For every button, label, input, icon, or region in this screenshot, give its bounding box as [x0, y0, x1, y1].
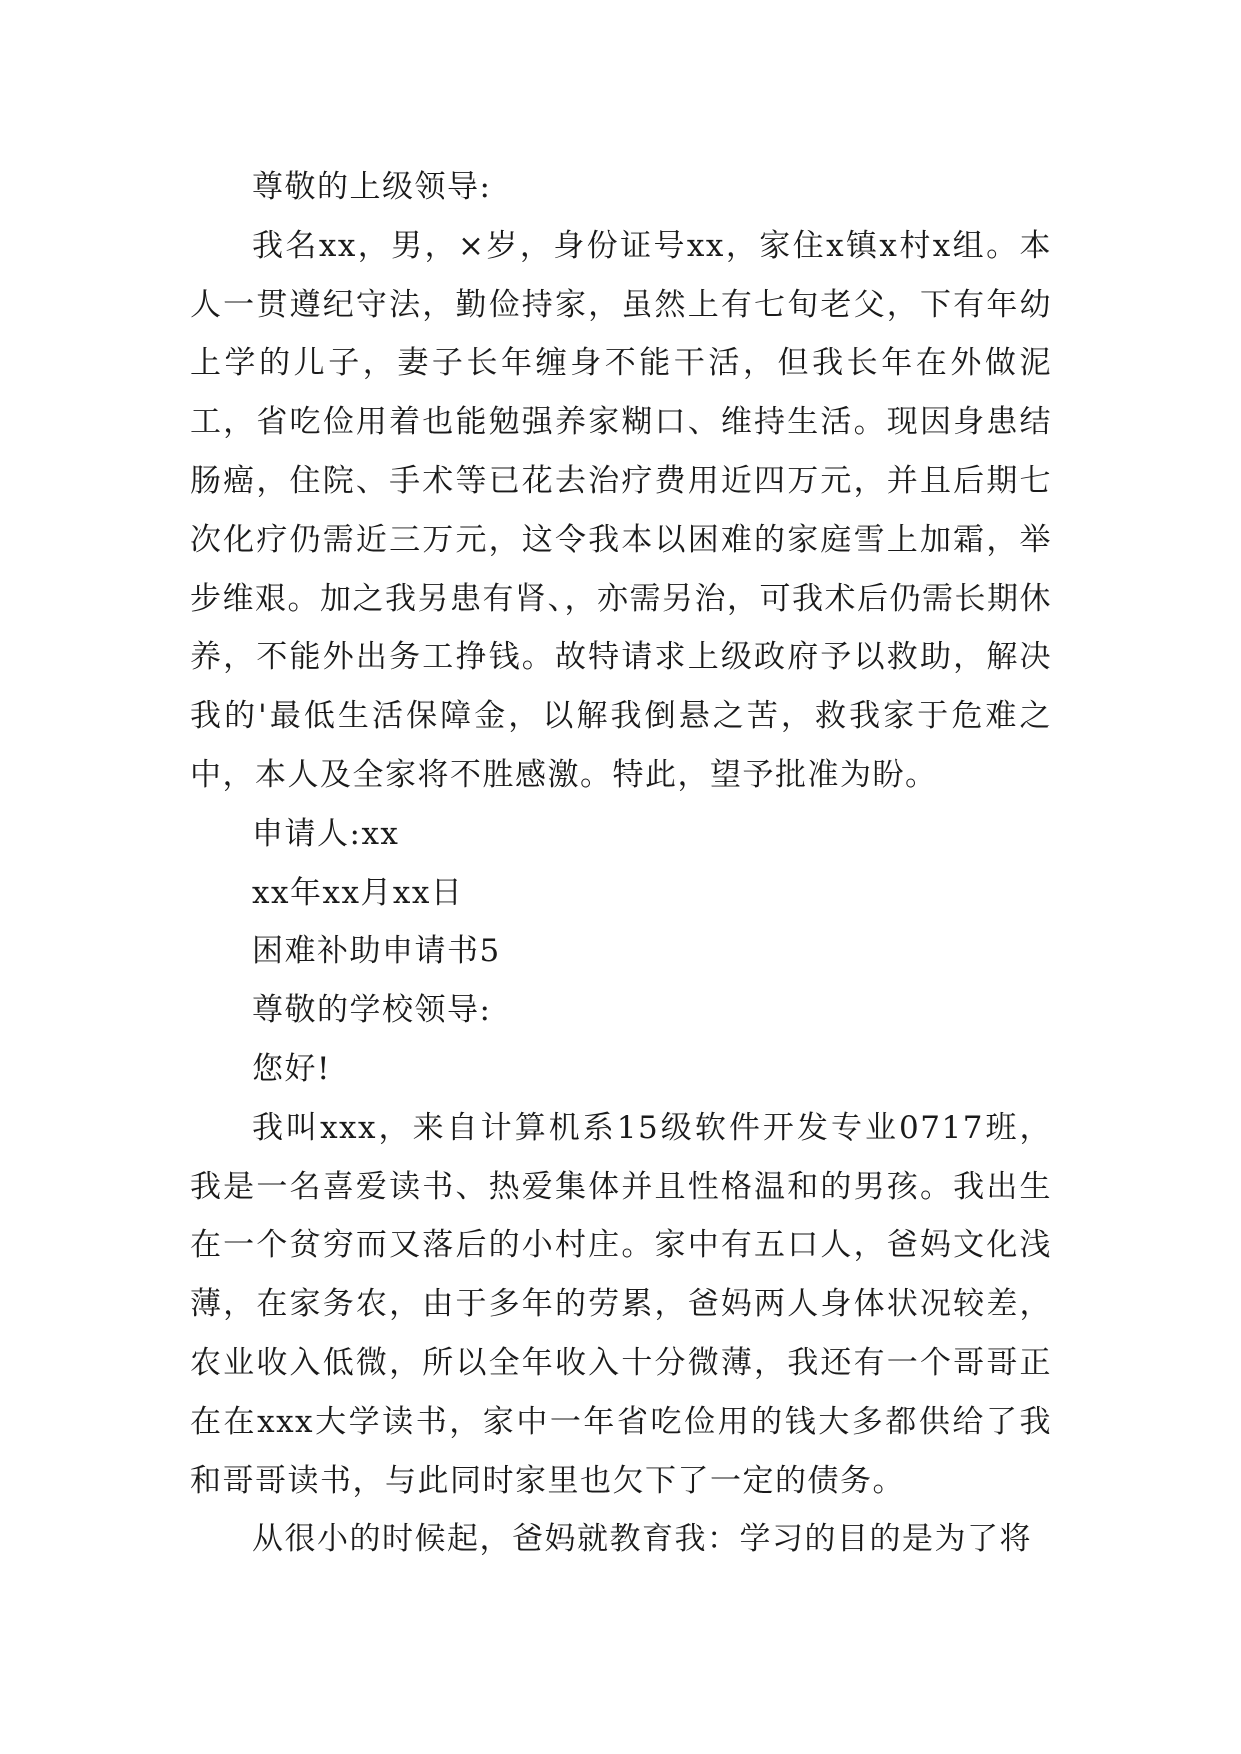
section-title: 困难补助申请书5 [252, 933, 501, 970]
continuation-paragraph: 从很小的时候起，爸妈就教育我：学习的目的是为了将 [252, 1521, 1032, 1558]
student-intro-paragraph: 我叫xxx，来自计算机系15级软件开发专业0717班，我是一名喜爱读书、热爱集体并且性格温和的男孩。我出生在一个贫穷而又落后的小村庄。家中有五口人，爸妈文化浅薄，在家务农，由于多年的劳累，爸妈两人身体状况较差，农业收入低微，所以全年收入十分微薄，我还有一个哥哥正在在xxx大学读书，家中一年省吃俭用的钱大多都供给了我和哥哥读书，与此同时家里也欠下了一定的债务。 [190, 1109, 1052, 1499]
document-body [190, 158, 1052, 1569]
application-body-paragraph: 我名xx，男，×岁，身份证号xx，家住x镇x村x组。本人一贯遵纪守法，勤俭持家，虽然上有七旬老父，下有年幼上学的儿子，妻子长年缠身不能干活，但我长年在外做泥工，省吃俭用着也能勉强养家糊口、维持生活。现因身患结肠癌，住院、手术等已花去治疗费用近四万元，并且后期七次化疗仍需近三万元，这令我本以困难的家庭雪上加霜，举步维艰。加之我另患有肾、，亦需另治，可我术后仍需长期休养，不能外出务工挣钱。故特请求上级政府予以救助，解决我的'最低生活保障金，以解我倒悬之苦，救我家于危难之中，本人及全家将不胜感激。特此，望予批准为盼。 [190, 227, 1052, 793]
salutation-government: 尊敬的上级领导: [252, 169, 492, 205]
applicant-signature: 申请人:xx [252, 815, 400, 852]
greeting: 您好! [252, 1050, 331, 1087]
application-date: xx年xx月xx日 [252, 874, 464, 911]
salutation-school: 尊敬的学校领导: [252, 992, 492, 1029]
